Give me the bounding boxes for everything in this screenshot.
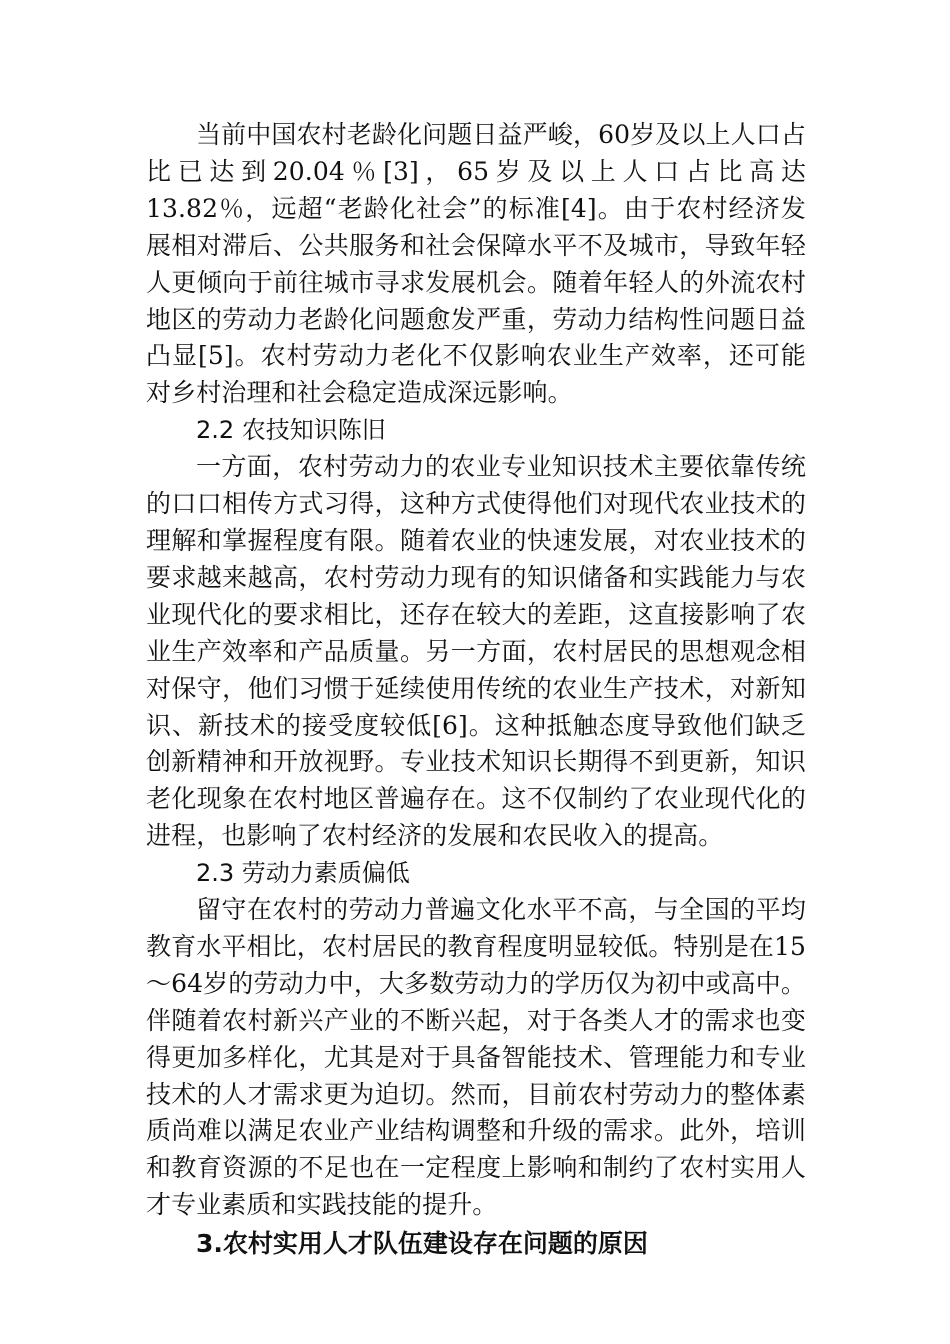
section-heading-2-2: 2.2 农技知识陈旧 bbox=[196, 416, 386, 445]
paragraph-low-labor-quality: 留守在农村的劳动力普遍文化水平不高，与全国的平均教育水平相比，农村居民的教育程度明显较低。特别是在15～64岁的劳动力中，大多数劳动力的学历仅为初中或高中。伴随着农村新兴产业的不断兴起，对于各类人才的需求也变得更加多样化，尤其是对于具备智能技术、管理能力和专业技术的人才需求更为迫切。然而，目前农村劳动力的整体素质尚难以满足农业产业结构调整和升级的需求。此外，培训和教育资源的不足也在一定程度上影响和制约了农村实用人才专业素质和实践技能的提升。 bbox=[146, 895, 806, 1220]
paragraph-outdated-knowledge: 一方面，农村劳动力的农业专业知识技术主要依靠传统的口口相传方式习得，这种方式使得他们对现代农业技术的理解和掌握程度有限。随着农业的快速发展，对农业技术的要求越来越高，农村劳动力现有的知识储备和实践能力与农业现代化的要求相比，还存在较大的差距，这直接影响了农业生产效率和产品质量。另一方面，农村居民的思想观念相对保守，他们习惯于延续使用传统的农业生产技术，对新知识、新技术的接受度较低[6]。这种抵触态度导致他们缺乏创新精神和开放视野。专业技术知识长期得不到更新，知识老化现象在农村地区普遍存在。这不仅制约了农业现代化的进程，也影响了农村经济的发展和农民收入的提高。 bbox=[146, 452, 806, 851]
paragraph-aging-population: 当前中国农村老龄化问题日益严峻，60岁及以上人口占比已达到20.04％[3]，65岁及以上人口占比高达13.82％，远超“老龄化社会”的标准[4]。由于农村经济发展相对滞后、公共服务和社会保障水平不及城市，导致年轻人更倾向于前往城市寻求发展机会。随着年轻人的外流农村地区的劳动力老龄化问题愈发严重，劳动力结构性问题日益凸显[5]。农村劳动力老化不仅影响农业生产效率，还可能对乡村治理和社会稳定造成深远影响。 bbox=[146, 120, 806, 408]
section-heading-3: 3.农村实用人才队伍建设存在问题的原因 bbox=[196, 1229, 648, 1259]
section-heading-2-3: 2.3 劳动力素质偏低 bbox=[196, 859, 410, 888]
document-body bbox=[146, 117, 806, 1264]
